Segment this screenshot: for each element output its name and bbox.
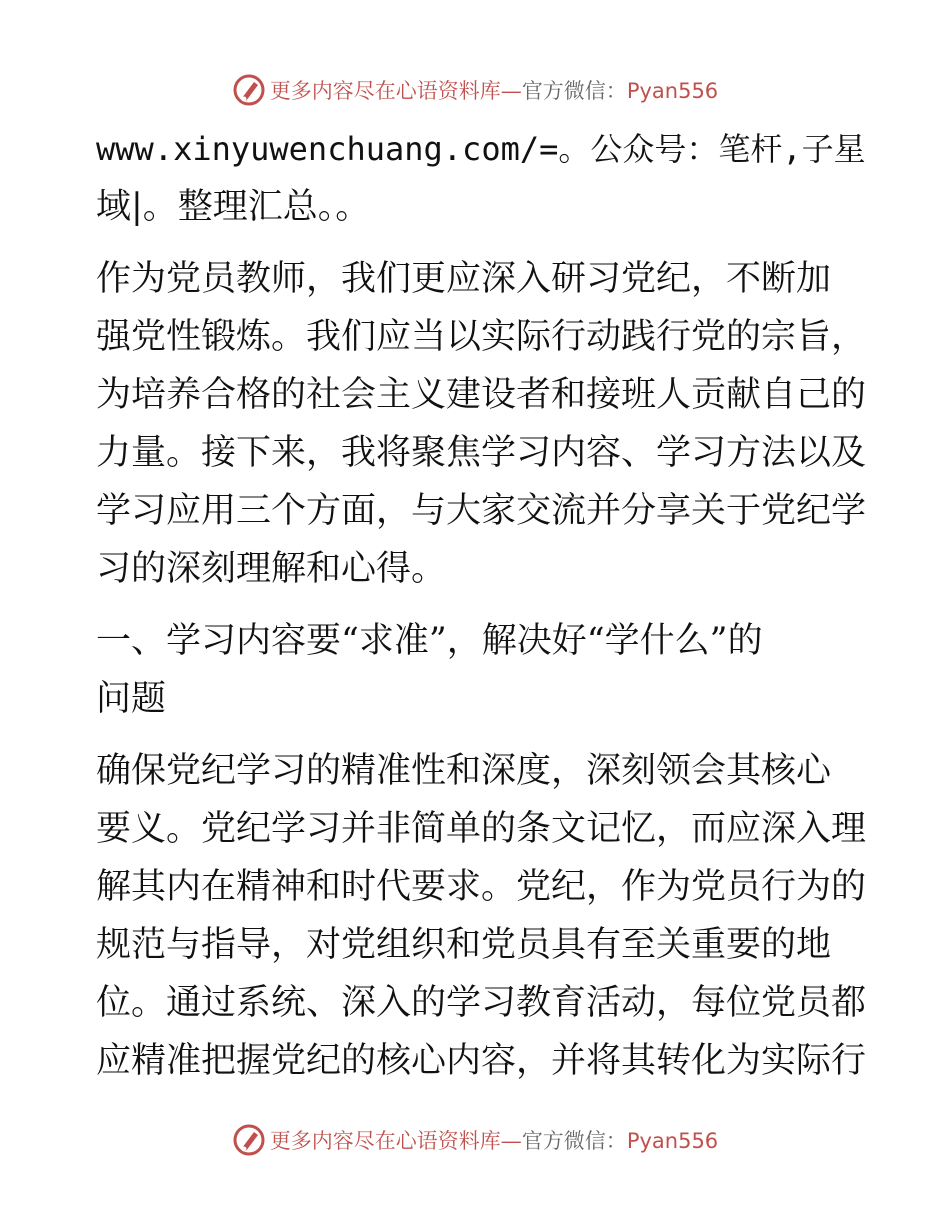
watermark-wechat-id: Pyan556 bbox=[626, 1129, 719, 1153]
text-line: 为培养合格的社会主义建设者和接班人贡献自己的 bbox=[96, 375, 867, 415]
text-line: 确保党纪学习的精准性和深度，深刻领会其核心 bbox=[96, 751, 832, 791]
text-line: 学习应用三个方面，与大家交流并分享关于党纪学 bbox=[96, 491, 867, 531]
text-line: 域|。整理汇总。。 bbox=[96, 187, 371, 227]
text-line: 作为党员教师，我们更应深入研习党纪，不断加 bbox=[96, 259, 832, 299]
section-heading bbox=[96, 612, 856, 728]
text-line: 要义。党纪学习并非简单的条文记忆，而应深入理 bbox=[96, 809, 867, 849]
watermark-wechat-label: 官方微信： bbox=[521, 79, 627, 103]
text-line: 应精准把握党纪的核心内容，并将其转化为实际行 bbox=[96, 1041, 867, 1081]
text-line: 力量。接下来，我将聚焦学习内容、学习方法以及 bbox=[96, 433, 867, 473]
pen-nib-seal-icon bbox=[232, 73, 266, 107]
footer-watermark bbox=[0, 1120, 950, 1160]
header-watermark bbox=[0, 70, 950, 110]
text-line: 规范与指导，对党组织和党员具有至关重要的地 bbox=[96, 925, 832, 965]
text-line: 位。通过系统、深入的学习教育活动，每位党员都 bbox=[96, 983, 867, 1023]
text-line: 解其内在精神和时代要求。党纪，作为党员行为的 bbox=[96, 867, 867, 907]
watermark-main-text: 更多内容尽在心语资料库— bbox=[269, 1129, 522, 1153]
watermark-wechat-id: Pyan556 bbox=[626, 79, 719, 103]
text-line: 强党性锻炼。我们应当以实际行动践行党的宗旨， bbox=[96, 317, 867, 357]
text-line: 习的深刻理解和心得。 bbox=[96, 549, 447, 589]
body-text bbox=[96, 120, 867, 1104]
text-line: 问题 bbox=[96, 679, 167, 719]
text-line: 一、学习内容要“求准”，解决好“学什么”的 bbox=[96, 621, 763, 661]
watermark-wechat-label: 官方微信： bbox=[521, 1129, 627, 1153]
paragraph-intro bbox=[96, 250, 867, 598]
paragraph-source bbox=[96, 120, 866, 236]
text-line: www.xinyuwenchuang.com/=。公众号：笔杆,子星 bbox=[96, 130, 866, 168]
pen-nib-seal-icon bbox=[232, 1123, 266, 1157]
watermark-main-text: 更多内容尽在心语资料库— bbox=[269, 79, 522, 103]
paragraph-body bbox=[96, 742, 867, 1090]
